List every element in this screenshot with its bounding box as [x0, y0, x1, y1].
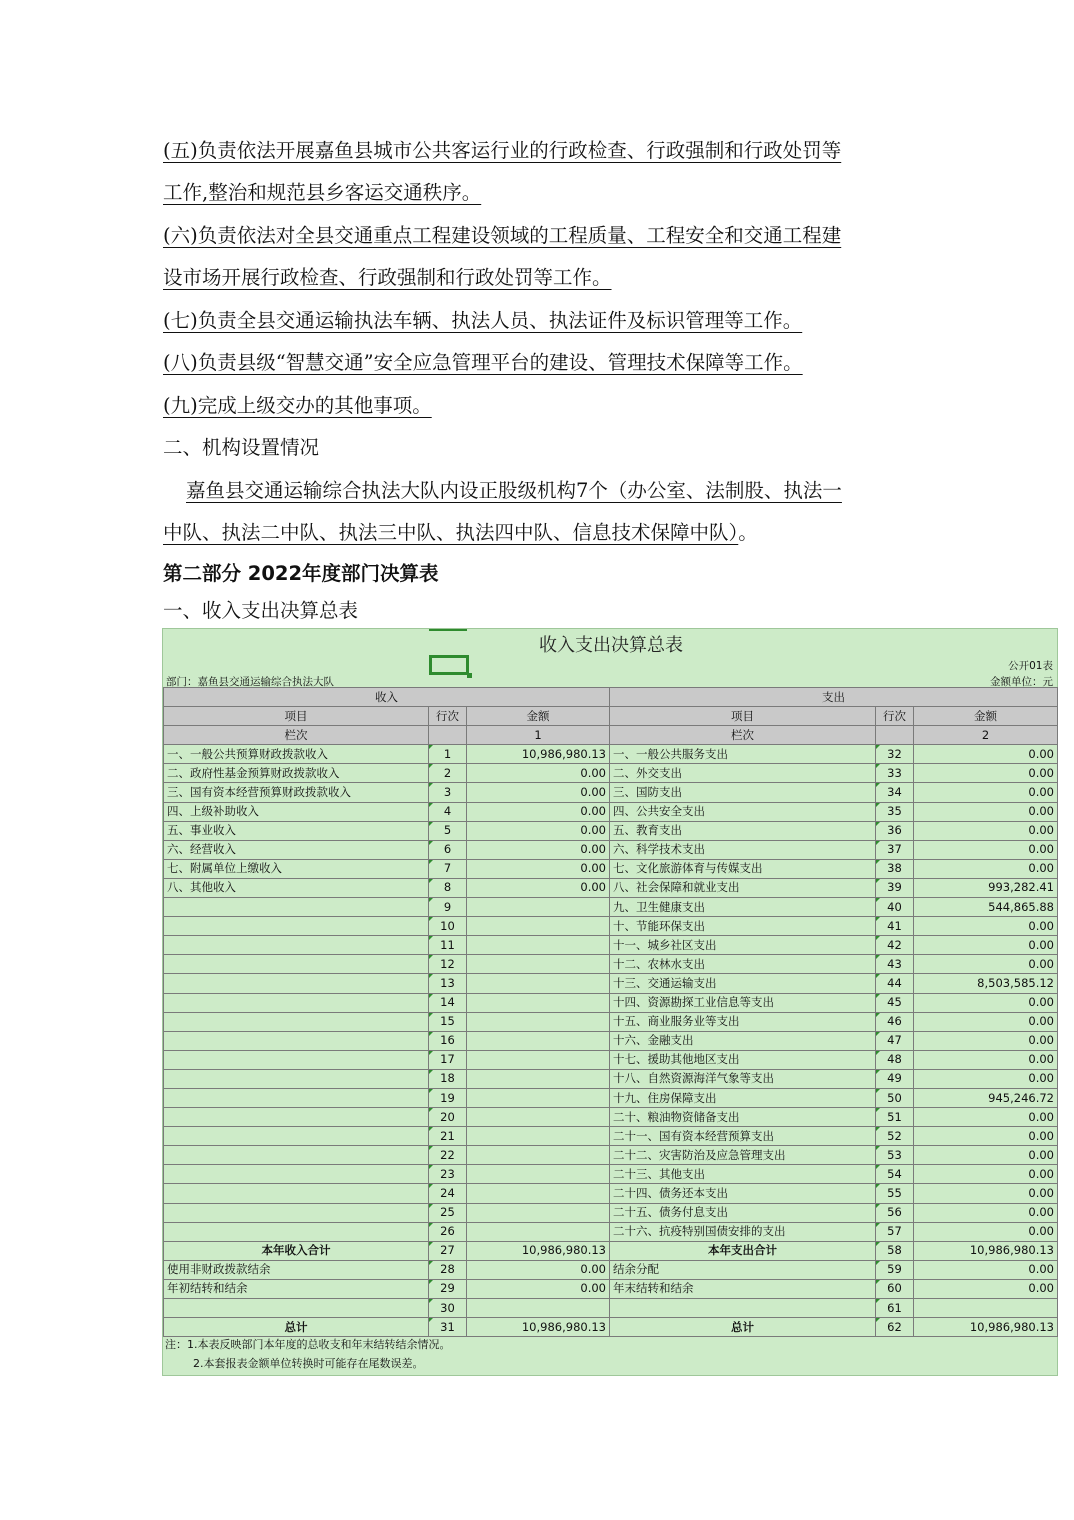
income-row-no: 1 [429, 745, 467, 764]
expense-row-no: 40 [876, 898, 914, 917]
income-amount [467, 1222, 610, 1241]
income-lanci-label: 栏次 [164, 726, 429, 745]
income-amount: 0.00 [467, 821, 610, 840]
income-amount: 0.00 [467, 802, 610, 821]
grand-income-row-no: 31 [429, 1318, 467, 1337]
expense-amount: 0.00 [914, 1012, 1058, 1031]
income-row-no: 29 [429, 1279, 467, 1298]
table-row [164, 1165, 1058, 1184]
income-amount [467, 955, 610, 974]
income-item [164, 993, 429, 1012]
income-row-no: 12 [429, 955, 467, 974]
income-row-no: 10 [429, 917, 467, 936]
expense-row-no: 45 [876, 993, 914, 1012]
expense-item: 三、国防支出 [610, 783, 876, 802]
income-amount: 0.00 [467, 878, 610, 897]
expense-item: 十二、农林水支出 [610, 955, 876, 974]
duty-item-7: (七)负责全县交通运输执法车辆、执法人员、执法证件及标识管理等工作。 [163, 309, 803, 332]
expense-row-no: 32 [876, 745, 914, 764]
expense-item: 二十六、抗疫特别国债安排的支出 [610, 1222, 876, 1241]
expense-item: 一、一般公共服务支出 [610, 745, 876, 764]
expense-amount-header: 金额 [914, 707, 1058, 726]
expense-item: 二十一、国有资本经营预算支出 [610, 1127, 876, 1146]
income-amount [467, 1012, 610, 1031]
table-row-grand-total [164, 1318, 1058, 1337]
expense-amount: 0.00 [914, 840, 1058, 859]
income-row-no: 18 [429, 1069, 467, 1088]
department-label: 部门：嘉鱼县交通运输综合执法大队 [166, 676, 334, 688]
income-total-row-no: 27 [429, 1241, 467, 1260]
table-row [164, 764, 1058, 783]
income-row-no: 7 [429, 859, 467, 878]
expense-amount: 0.00 [914, 1279, 1058, 1298]
expense-item: 九、卫生健康支出 [610, 898, 876, 917]
expense-header: 支出 [610, 688, 1058, 707]
income-amount [467, 1050, 610, 1069]
income-row-no: 2 [429, 764, 467, 783]
expense-lanci-number: 2 [914, 726, 1058, 745]
income-amount [467, 1184, 610, 1203]
expense-amount: 0.00 [914, 1108, 1058, 1127]
income-amount [467, 993, 610, 1012]
expense-item: 二十四、债务还本支出 [610, 1184, 876, 1203]
expense-row-no: 43 [876, 955, 914, 974]
table-row [164, 802, 1058, 821]
income-total-amount: 10,986,980.13 [467, 1241, 610, 1260]
income-row-header: 行次 [429, 707, 467, 726]
duty-item-5-line1: (五)负责依法开展嘉鱼县城市公共客运行业的行政检查、行政强制和行政处罚等 [163, 139, 842, 162]
table-row [164, 1279, 1058, 1298]
note-1: 注：1.本表反映部门本年度的总收支和年末结转结余情况。 [165, 1338, 451, 1351]
income-item [164, 1184, 429, 1203]
expense-amount: 993,282.41 [914, 878, 1058, 897]
expense-item: 二十五、债务付息支出 [610, 1203, 876, 1222]
income-total-label: 本年收入合计 [164, 1241, 429, 1260]
income-row-no: 21 [429, 1127, 467, 1146]
table-row [164, 1222, 1058, 1241]
income-row-no: 9 [429, 898, 467, 917]
income-item: 一、一般公共预算财政拨款收入 [164, 745, 429, 764]
income-row-no: 15 [429, 1012, 467, 1031]
income-row-no: 24 [429, 1184, 467, 1203]
income-amount [467, 1031, 610, 1050]
income-item: 五、事业收入 [164, 821, 429, 840]
table-row [164, 1299, 1058, 1318]
grand-expense-label: 总计 [610, 1318, 876, 1337]
table-row [164, 898, 1058, 917]
income-item [164, 1050, 429, 1069]
income-item [164, 1146, 429, 1165]
expense-amount: 0.00 [914, 917, 1058, 936]
expense-row-no: 61 [876, 1299, 914, 1318]
expense-item: 六、科学技术支出 [610, 840, 876, 859]
grand-income-amount: 10,986,980.13 [467, 1318, 610, 1337]
income-amount [467, 1108, 610, 1127]
expense-row-header: 行次 [876, 707, 914, 726]
grand-income-label: 总计 [164, 1318, 429, 1337]
table-row [164, 1088, 1058, 1107]
expense-amount: 0.00 [914, 802, 1058, 821]
expense-item [610, 1299, 876, 1318]
income-amount [467, 974, 610, 993]
income-amount [467, 1069, 610, 1088]
selected-cell-marker [429, 655, 469, 675]
expense-row-no: 56 [876, 1203, 914, 1222]
expense-row-no: 54 [876, 1165, 914, 1184]
table-row [164, 1031, 1058, 1050]
income-amount [467, 1299, 610, 1318]
income-row-no: 4 [429, 802, 467, 821]
table-row [164, 974, 1058, 993]
expense-amount: 0.00 [914, 1031, 1058, 1050]
expense-lanci-blank [876, 726, 914, 745]
expense-item: 二十三、其他支出 [610, 1165, 876, 1184]
income-row-no: 23 [429, 1165, 467, 1184]
expense-total-label: 本年支出合计 [610, 1241, 876, 1260]
income-amount: 0.00 [467, 1260, 610, 1279]
income-amount-header: 金额 [467, 707, 610, 726]
income-row-no: 25 [429, 1203, 467, 1222]
note-2: 2.本套报表金额单位转换时可能存在尾数误差。 [193, 1357, 424, 1370]
expense-item: 十八、自然资源海洋气象等支出 [610, 1069, 876, 1088]
income-row-no: 19 [429, 1088, 467, 1107]
income-item [164, 1088, 429, 1107]
expense-item: 十五、商业服务业等支出 [610, 1012, 876, 1031]
income-amount: 0.00 [467, 1279, 610, 1298]
expense-amount: 544,865.88 [914, 898, 1058, 917]
income-item [164, 1108, 429, 1127]
expense-row-no: 42 [876, 936, 914, 955]
table-row [164, 745, 1058, 764]
income-amount [467, 1165, 610, 1184]
expense-item: 十四、资源勘探工业信息等支出 [610, 993, 876, 1012]
table-row [164, 1012, 1058, 1031]
table-row-annual-total [164, 1241, 1058, 1260]
income-amount [467, 1088, 610, 1107]
expense-row-no: 51 [876, 1108, 914, 1127]
table-row [164, 936, 1058, 955]
expense-amount: 0.00 [914, 993, 1058, 1012]
income-row-no: 5 [429, 821, 467, 840]
income-item: 使用非财政拨款结余 [164, 1260, 429, 1279]
income-item: 三、国有资本经营预算财政拨款收入 [164, 783, 429, 802]
expense-item: 二十二、灾害防治及应急管理支出 [610, 1146, 876, 1165]
income-item: 四、上级补助收入 [164, 802, 429, 821]
expense-amount: 0.00 [914, 1165, 1058, 1184]
income-item [164, 898, 429, 917]
table-row [164, 1203, 1058, 1222]
income-row-no: 26 [429, 1222, 467, 1241]
expense-row-no: 46 [876, 1012, 914, 1031]
income-lanci-number: 1 [467, 726, 610, 745]
income-item [164, 1012, 429, 1031]
expense-item: 十六、金融支出 [610, 1031, 876, 1050]
org-text-line1: 嘉鱼县交通运输综合执法大队内设正股级机构7个（办公室、法制股、执法一 [186, 479, 842, 502]
table-row [164, 917, 1058, 936]
duty-item-8: (八)负责县级“智慧交通”安全应急管理平台的建设、管理技术保障等工作。 [163, 351, 803, 374]
expense-total-row-no: 58 [876, 1241, 914, 1260]
income-item [164, 1203, 429, 1222]
table-row [164, 859, 1058, 878]
expense-amount: 0.00 [914, 1222, 1058, 1241]
expense-amount: 0.00 [914, 1146, 1058, 1165]
income-row-no: 17 [429, 1050, 467, 1069]
income-row-no: 3 [429, 783, 467, 802]
income-item: 七、附属单位上缴收入 [164, 859, 429, 878]
sheet-title: 收入支出决算总表 [539, 635, 683, 656]
expense-amount: 0.00 [914, 1260, 1058, 1279]
column-index-row [164, 726, 1058, 745]
income-item: 八、其他收入 [164, 878, 429, 897]
expense-item: 十九、住房保障支出 [610, 1088, 876, 1107]
grand-expense-row-no: 62 [876, 1318, 914, 1337]
section-heading-org: 二、机构设置情况 [163, 436, 320, 459]
expense-amount: 0.00 [914, 1069, 1058, 1088]
expense-amount: 0.00 [914, 821, 1058, 840]
expense-amount: 0.00 [914, 936, 1058, 955]
expense-item: 八、社会保障和就业支出 [610, 878, 876, 897]
income-lanci-blank [429, 726, 467, 745]
expense-row-no: 41 [876, 917, 914, 936]
expense-row-no: 55 [876, 1184, 914, 1203]
expense-row-no: 59 [876, 1260, 914, 1279]
expense-row-no: 35 [876, 802, 914, 821]
expense-amount: 0.00 [914, 1184, 1058, 1203]
income-item [164, 1165, 429, 1184]
income-amount: 0.00 [467, 859, 610, 878]
income-row-no: 28 [429, 1260, 467, 1279]
income-item [164, 955, 429, 974]
income-amount: 0.00 [467, 840, 610, 859]
section-header-row [164, 688, 1058, 707]
table-row [164, 993, 1058, 1012]
income-amount: 0.00 [467, 764, 610, 783]
expense-total-amount: 10,986,980.13 [914, 1241, 1058, 1260]
expense-row-no: 60 [876, 1279, 914, 1298]
income-amount: 0.00 [467, 783, 610, 802]
expense-amount: 0.00 [914, 745, 1058, 764]
expense-row-no: 53 [876, 1146, 914, 1165]
table-row [164, 1050, 1058, 1069]
expense-row-no: 57 [876, 1222, 914, 1241]
column-header-row [164, 707, 1058, 726]
expense-amount: 8,503,585.12 [914, 974, 1058, 993]
grand-expense-amount: 10,986,980.13 [914, 1318, 1058, 1337]
expense-row-no: 50 [876, 1088, 914, 1107]
income-item: 六、经营收入 [164, 840, 429, 859]
table1-heading: 一、收入支出决算总表 [163, 599, 359, 622]
income-row-no: 13 [429, 974, 467, 993]
expense-item: 十七、援助其他地区支出 [610, 1050, 876, 1069]
unit-label: 金额单位：元 [990, 676, 1053, 688]
expense-item: 七、文化旅游体育与传媒支出 [610, 859, 876, 878]
expense-row-no: 36 [876, 821, 914, 840]
expense-row-no: 47 [876, 1031, 914, 1050]
expense-row-no: 34 [876, 783, 914, 802]
table-row [164, 1260, 1058, 1279]
expense-row-no: 44 [876, 974, 914, 993]
income-amount [467, 898, 610, 917]
income-item: 二、政府性基金预算财政拨款收入 [164, 764, 429, 783]
income-amount: 10,986,980.13 [467, 745, 610, 764]
table-row [164, 878, 1058, 897]
expense-amount: 0.00 [914, 1127, 1058, 1146]
duty-item-6-line1: (六)负责依法对全县交通重点工程建设领域的工程质量、工程安全和交通工程建 [163, 224, 842, 247]
expense-item: 十、节能环保支出 [610, 917, 876, 936]
org-text-line2: 中队、执法二中队、执法三中队、执法四中队、信息技术保障中队）。 [163, 521, 758, 544]
expense-row-no: 49 [876, 1069, 914, 1088]
expense-row-no: 33 [876, 764, 914, 783]
income-amount [467, 1203, 610, 1222]
expense-item: 二十、粮油物资储备支出 [610, 1108, 876, 1127]
table-row [164, 1127, 1058, 1146]
income-item [164, 974, 429, 993]
spreadsheet-image [162, 628, 1058, 1376]
expense-amount: 0.00 [914, 783, 1058, 802]
expense-amount: 0.00 [914, 1203, 1058, 1222]
expense-item: 五、教育支出 [610, 821, 876, 840]
expense-row-no: 39 [876, 878, 914, 897]
income-row-no: 11 [429, 936, 467, 955]
duty-item-9: (九)完成上级交办的其他事项。 [163, 394, 432, 417]
expense-row-no: 48 [876, 1050, 914, 1069]
income-row-no: 6 [429, 840, 467, 859]
income-row-no: 14 [429, 993, 467, 1012]
income-amount [467, 917, 610, 936]
income-item [164, 1127, 429, 1146]
table-row [164, 783, 1058, 802]
expense-item: 四、公共安全支出 [610, 802, 876, 821]
income-amount [467, 1127, 610, 1146]
expense-item: 二、外交支出 [610, 764, 876, 783]
expense-item: 十三、交通运输支出 [610, 974, 876, 993]
table-row [164, 1146, 1058, 1165]
expense-row-no: 52 [876, 1127, 914, 1146]
income-row-no: 20 [429, 1108, 467, 1127]
expense-amount [914, 1299, 1058, 1318]
expense-lanci-label: 栏次 [610, 726, 876, 745]
table-row [164, 1108, 1058, 1127]
table-notes [165, 1335, 451, 1373]
expense-row-no: 38 [876, 859, 914, 878]
income-row-no: 16 [429, 1031, 467, 1050]
income-row-no: 22 [429, 1146, 467, 1165]
income-item [164, 917, 429, 936]
expense-amount: 0.00 [914, 955, 1058, 974]
expense-item: 十一、城乡社区支出 [610, 936, 876, 955]
table-row [164, 1069, 1058, 1088]
expense-amount: 0.00 [914, 764, 1058, 783]
income-row-no: 8 [429, 878, 467, 897]
income-header: 收入 [164, 688, 610, 707]
expense-amount: 0.00 [914, 1050, 1058, 1069]
income-item: 年初结转和结余 [164, 1279, 429, 1298]
income-item [164, 1031, 429, 1050]
table-row [164, 840, 1058, 859]
table-row [164, 1184, 1058, 1203]
income-item-header: 项目 [164, 707, 429, 726]
form-number: 公开01表 [1008, 660, 1053, 672]
expense-item: 结余分配 [610, 1260, 876, 1279]
duty-item-6-line2: 设市场开展行政检查、行政强制和行政处罚等工作。 [163, 266, 612, 289]
expense-item: 年末结转和结余 [610, 1279, 876, 1298]
duty-item-5-line2: 工作,整治和规范县乡客运交通秩序。 [163, 181, 482, 204]
table-row [164, 955, 1058, 974]
expense-amount: 945,246.72 [914, 1088, 1058, 1107]
part2-title: 第二部分 2022年度部门决算表 [163, 562, 439, 585]
budget-summary-table [163, 687, 1058, 1337]
income-amount [467, 1146, 610, 1165]
table-row [164, 821, 1058, 840]
income-row-no: 30 [429, 1299, 467, 1318]
expense-row-no: 37 [876, 840, 914, 859]
income-item [164, 1069, 429, 1088]
income-item [164, 1299, 429, 1318]
expense-amount: 0.00 [914, 859, 1058, 878]
income-item [164, 936, 429, 955]
income-amount [467, 936, 610, 955]
income-item [164, 1222, 429, 1241]
expense-item-header: 项目 [610, 707, 876, 726]
